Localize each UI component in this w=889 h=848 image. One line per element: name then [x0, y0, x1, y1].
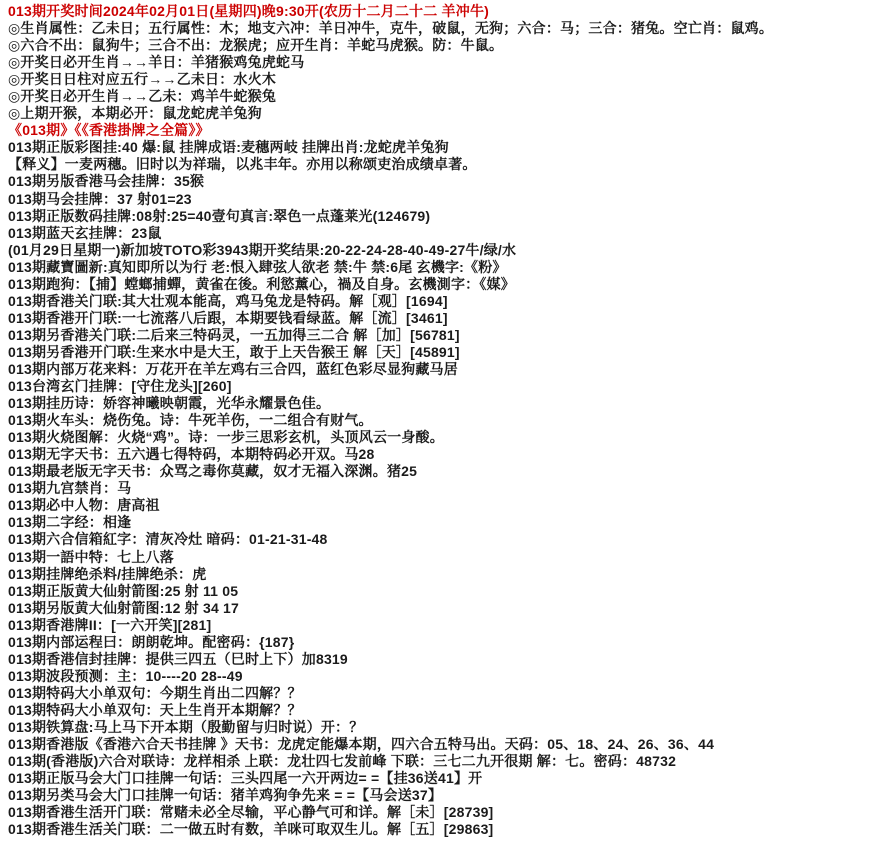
text-line: 013期另香港开门联:生来水中是大王，敢于上天告猴王 解［天］[45891] [8, 343, 460, 360]
text-line: 013期香港生活开门联：常赌未必全尽输，平心静气可和详。解［未］[28739] [8, 804, 494, 821]
text-line: 013期九宫禁肖：马 [8, 480, 132, 497]
text-line: ◎开奖日必开生肖→→乙未：鸡羊牛蛇猴兔 [8, 88, 277, 105]
text-line: 013期二字经：相逢 [8, 514, 132, 531]
text-line: 《013期》《《香港掛牌之全篇》》 [8, 122, 210, 139]
text-line: 013期香港生活关门联：二一做五时有数，羊咪可取双生儿。解［五］[29863] [8, 821, 494, 838]
text-line: 013台湾玄门挂牌：[守住龙头][260] [8, 378, 232, 395]
text-line: 013期正版马会大门口挂牌一句话：三头四尾一六开两边= =【挂36送41】开 [8, 770, 483, 787]
text-line: 013期正版数码挂牌:08射:25=40壹句真言:翠色一点蓬莱光(124679) [8, 207, 431, 224]
text-line: 013期香港信封挂牌：提供三四五（巳时上下）加8319 [8, 650, 348, 667]
text-line: 013期马会挂牌：37 射01=23 [8, 190, 192, 207]
text-line: 013期藏寶圖新:真知即所以为行 老:恨入肆弦人欲老 禁:牛 禁:6尾 玄機字:《粉》 [8, 258, 507, 275]
text-lines [8, 3, 889, 838]
text-line: 013期正版彩图挂:40 爆:鼠 挂牌成语:麦穗两岐 挂牌出肖:龙蛇虎羊兔狗 [8, 139, 449, 156]
text-line: 013期火车头：烧伤兔。诗：牛死羊伤，一二组合有财气。 [8, 412, 373, 429]
text-line: ◎生肖属性：乙未日；五行属性：木；地支六冲：羊日冲牛，克牛，破鼠，无狗；六合：马；三合：猪兔。空亡肖：鼠鸡。 [8, 20, 774, 37]
text-line: 013期另类马会大门口挂牌一句话：猪羊鸡狗争先来 = =【马会送37】 [8, 787, 443, 804]
text-line: (01月29日星期一)新加坡TOTO彩3943期开奖结果:20-22-24-28-40-49-27牛/绿/水 [8, 241, 517, 258]
text-line: 013期(香港版)六合对联诗：龙样相杀 上联：龙壮四七发前峰 下联：三七二九开很期 解：七。密码：48732 [8, 753, 677, 770]
text-line: 【释义】一麦两穗。旧时以为祥瑞，以兆丰年。亦用以称颂吏治成绩卓著。 [8, 156, 477, 173]
text-line: 013期跑狗：【捕】螳螂捕蟬，黄雀在後。利慾薰心，禍及自身。玄機測字：《媒》 [8, 275, 515, 292]
text-line: 013期特码大小单双句：今期生肖出二四解？？ [8, 684, 302, 701]
text-line: ◎上期开猴，本期必开：鼠龙蛇虎羊兔狗 [8, 105, 262, 122]
text-line: 013期挂牌绝杀料/挂牌绝杀：虎 [8, 565, 207, 582]
text-line: 013期开奖时间2024年02月01日(星期四)晚9:30开(农历十二月二十二 羊冲牛) [8, 3, 490, 19]
text-line: ◎六合不出：鼠狗牛；三合不出：龙猴虎；应开生肖：羊蛇马虎猴。防：牛鼠。 [8, 37, 504, 54]
text-line: 013期必中人物：唐高祖 [8, 497, 160, 514]
text-line: ◎开奖日必开生肖→→羊日：羊猪猴鸡兔虎蛇马 [8, 54, 305, 71]
text-line: 013期火烧图解：火烧“鸡”。诗：一步三思彩玄机，头顶风云一身酸。 [8, 429, 444, 446]
text-line: 013期挂历诗：娇容神曦映朝霞，光华永耀景色佳。 [8, 395, 331, 412]
text-line: 013期正版黄大仙射箭图:25 射 11 05 [8, 582, 239, 599]
text-line: 013期最老版无字天书：众骂之毒你莫藏，奴才无福入深渊。猪25 [8, 463, 418, 480]
text-line: 013期铁算盘:马上马下开本期（殷勤留与归时说）开：？ [8, 718, 364, 735]
text-line: 013期波段预测：主：10----20 28--49 [8, 667, 243, 684]
text-line: 013期特码大小单双句：天上生肖开本期解？？ [8, 701, 302, 718]
text-line: 013期另版黄大仙射箭图:12 射 34 17 [8, 599, 240, 616]
text-line: 013期内部运程曰：朗朗乾坤。配密码：{187} [8, 633, 295, 650]
text-line: 013期香港关门联:其大壮观本能高，鸡马兔龙是特码。解［观］[1694] [8, 292, 448, 309]
text-line: 013期蓝天玄挂牌：23鼠 [8, 224, 162, 241]
text-line: 013期一語中特：七上八落 [8, 548, 174, 565]
text-line: 013期内部万花来料：万花开在羊左鸡右三合四，蓝红色彩尽显狗藏马居 [8, 360, 458, 377]
text-line: 013期另香港关门联:二后来三特码灵，一五加得三二合 解［加］[56781] [8, 326, 460, 343]
text-line: 013期香港开门联:一七流落八后跟，本期要钱看绿蓝。解［流］[3461] [8, 309, 448, 326]
text-line: 013期香港版《香港六合天书挂牌 》天书：龙虎定能爆本期，四六合五特马出。天码：05、18、24、26、36、44 [8, 736, 715, 753]
text-line: ◎开奖日日柱对应五行→→乙未日：水火木 [8, 71, 277, 88]
text-line: 013期香港牌II：[一六开笑][281] [8, 616, 212, 633]
text-line: 013期六合信箱紅字：清灰冷灶 暗码：01-21-31-48 [8, 531, 328, 548]
text-line: 013期无字天书：五六遇七得特码，本期特码必开双。马28 [8, 446, 375, 463]
text-line: 013期另版香港马会挂牌：35猴 [8, 173, 205, 190]
